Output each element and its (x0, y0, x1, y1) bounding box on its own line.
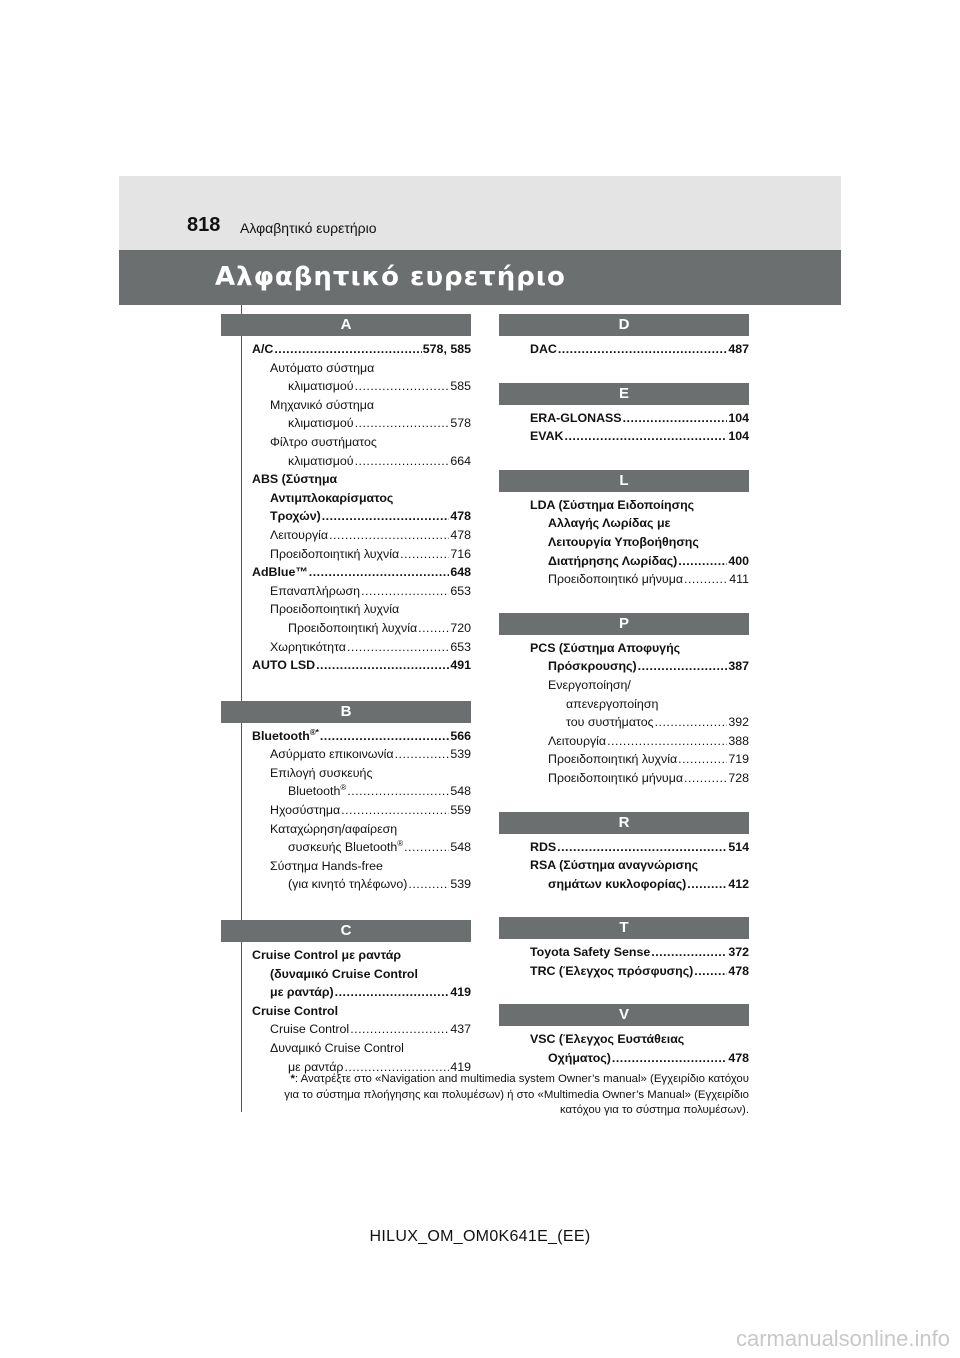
document-code: HILUX_OM_OM0K641E_(EE) (369, 1228, 591, 1245)
index-entry[interactable]: Προειδοποιητική λυχνία ..... 719 (530, 750, 749, 769)
index-section-v (499, 1004, 749, 1067)
footnote-marker: * (290, 1073, 295, 1085)
index-entry[interactable]: Cruise Control (252, 1003, 339, 1018)
section-letter: C (221, 920, 471, 942)
index-entry[interactable]: Toyota Safety Sense ..... 372 (530, 943, 749, 962)
index-entry[interactable]: Φίλτρο συστήματος κλιματισμού ..... 664 (252, 433, 471, 470)
index-entry[interactable]: Ηχοσύστημα ..... 559 (252, 801, 471, 820)
index-entry[interactable]: AUTO LSD ..... 491 (252, 656, 471, 675)
index-entry[interactable]: Προειδοποιητική λυχνία ..... 716 (252, 545, 471, 564)
index-section-l (499, 470, 749, 589)
index-entry[interactable]: Χωρητικότητα ..... 653 (252, 638, 471, 657)
footnote-text: : Ανατρέξτε στο «Navigation and multimedia system Owner’s manual» (Εγχειρίδιο κατόχου για το σύστημα πλοήγησης και πολυμέσων) ή στο «Multimedia Owner’s Manual» (Εγχειρίδιο κατόχου για το σύστημα πολυμέσων). (284, 1073, 749, 1116)
index-entry[interactable]: Bluetooth®* ..... 566 (252, 727, 471, 746)
section-letter: L (499, 470, 749, 492)
index-column-right (499, 314, 749, 1092)
section-letter: A (221, 314, 471, 336)
index-entry[interactable]: TRC (Έλεγχος πρόσφυσης) ..... 478 (530, 962, 749, 981)
index-entry[interactable]: Επιλογή συσκευής Bluetooth® ..... 548 (252, 764, 471, 801)
index-section-c (221, 920, 471, 1076)
index-entry[interactable]: EVAK ..... 104 (530, 427, 749, 446)
index-section-p (499, 613, 749, 788)
index-column-left (221, 314, 471, 1100)
index-entry[interactable]: PCS (Σύστημα Αποφυγής Πρόσκρουσης) ..... 387 (530, 639, 749, 676)
index-entry[interactable]: Λειτουργία ..... 478 (252, 526, 471, 545)
index-entry[interactable]: Επαναπλήρωση ..... 653 (252, 582, 471, 601)
index-section-r (499, 812, 749, 894)
section-letter: B (221, 701, 471, 723)
title-band (119, 250, 841, 305)
index-section-a (221, 314, 471, 675)
index-entry[interactable]: ABS (Σύστημα Αντιμπλοκαρίσματος Τροχών) ..... 478 (252, 470, 471, 526)
index-entry[interactable]: Προειδοποιητικό μήνυμα ..... 728 (530, 769, 749, 788)
index-entry[interactable]: AdBlue™ ..... 648 (252, 563, 471, 582)
index-entry[interactable]: Προειδοποιητική λυχνία (270, 602, 400, 617)
section-letter: T (499, 917, 749, 939)
section-letter: P (499, 613, 749, 635)
index-entry[interactable]: ERA-GLONASS ..... 104 (530, 409, 749, 428)
section-letter: V (499, 1004, 749, 1026)
index-entry[interactable]: A/C ..... 578, 585 (252, 340, 471, 359)
index-entry[interactable]: Καταχώρηση/αφαίρεση συσκευής Bluetooth® ..... 548 (252, 820, 471, 857)
index-section-e (499, 383, 749, 446)
index-entry[interactable]: Λειτουργία ..... 388 (530, 732, 749, 751)
index-section-t (499, 917, 749, 980)
page-number: 818 (187, 214, 221, 236)
index-entry[interactable]: Προειδοποιητικό μήνυμα ..... 411 (530, 570, 749, 589)
section-letter: D (499, 314, 749, 336)
running-title: Αλφαβητικό ευρετήριο (240, 220, 377, 236)
index-entry[interactable]: Σύστημα Hands-free (για κινητό τηλέφωνο) ..... 539 (252, 857, 471, 894)
index-entry[interactable]: RDS ..... 514 (530, 838, 749, 857)
index-section-d (499, 314, 749, 359)
index-entry[interactable]: Αυτόματο σύστημα κλιματισμού ..... 585 (252, 359, 471, 396)
index-entry[interactable]: Δυναμικό Cruise Control με ραντάρ ..... 419 (252, 1039, 471, 1076)
index-entry[interactable]: DAC ..... 487 (530, 340, 749, 359)
index-entry[interactable]: Μηχανικό σύστημα κλιματισμού ..... 578 (252, 396, 471, 433)
index-entry[interactable]: Cruise Control ..... 437 (252, 1020, 471, 1039)
index-entry[interactable]: LDA (Σύστημα Ειδοποίησης Αλλαγής Λωρίδας με Λειτουργία Υποβοήθησης Διατήρησης Λωρίδας) ..... 400 (530, 496, 749, 570)
index-section-b (221, 701, 471, 894)
index-entry[interactable]: Ενεργοποίηση/ απενεργοποίηση του συστήματος ..... 392 (530, 676, 749, 732)
page-title: Αλφαβητικό ευρετήριο (215, 262, 566, 292)
index-entry[interactable]: VSC (Έλεγχος Ευστάθειας Οχήματος) ..... 478 (530, 1030, 749, 1067)
footnote (283, 1072, 749, 1119)
header-band (119, 176, 841, 250)
index-entry[interactable]: Ασύρματο επικοινωνία ..... 539 (252, 745, 471, 764)
index-entry[interactable]: Προειδοποιητική λυχνία ..... 720 (252, 619, 471, 638)
watermark: carmanualsonline.info (735, 1326, 950, 1351)
index-entry[interactable]: RSA (Σύστημα αναγνώρισης σημάτων κυκλοφορίας) ..... 412 (530, 856, 749, 893)
section-letter: E (499, 383, 749, 405)
index-entry[interactable]: Cruise Control με ραντάρ (δυναμικό Cruise Control με ραντάρ) ..... 419 (252, 946, 471, 1002)
section-letter: R (499, 812, 749, 834)
